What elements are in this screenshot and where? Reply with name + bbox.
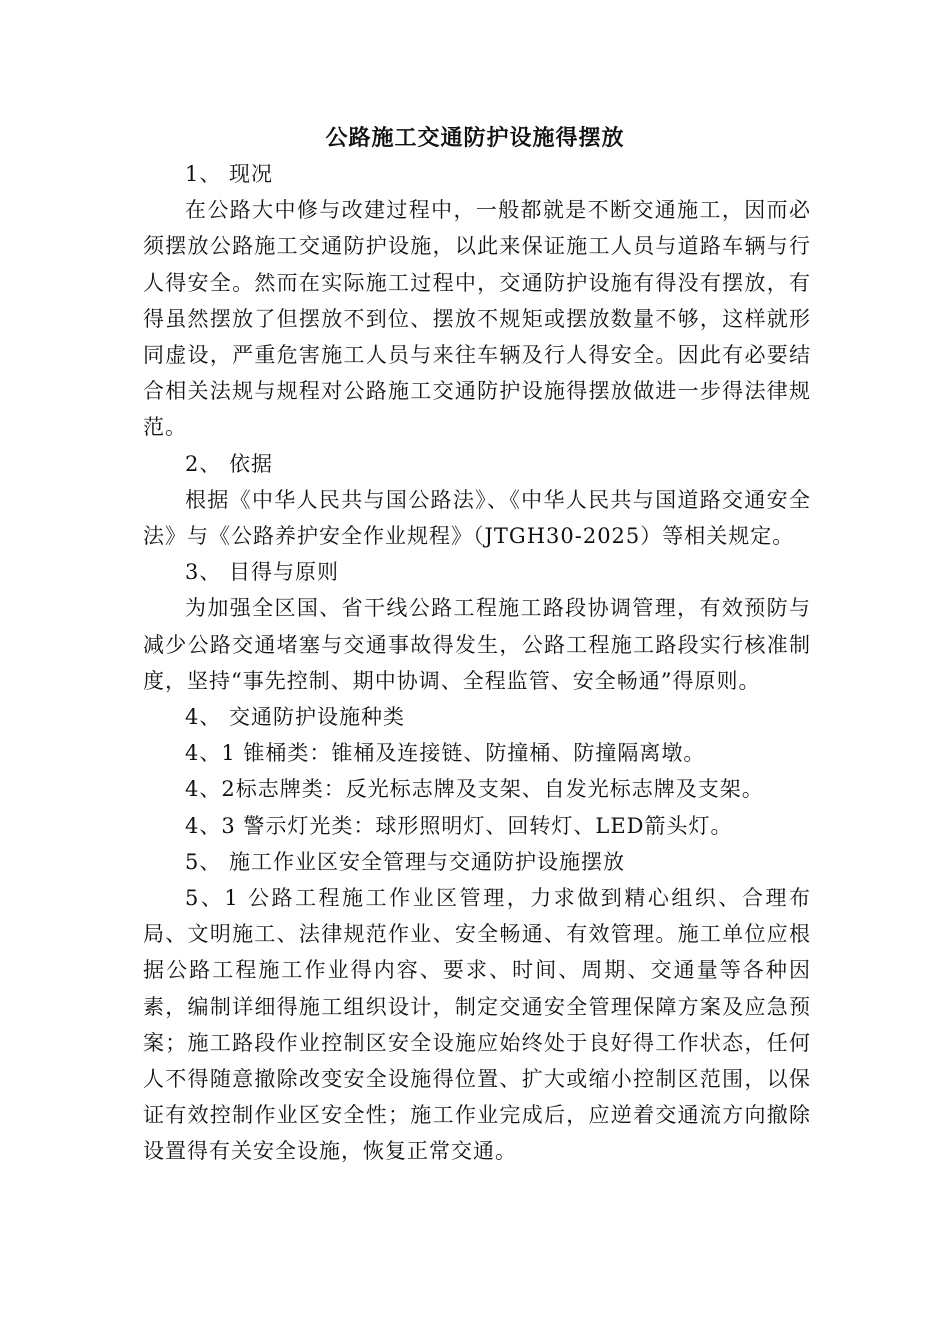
section-heading: 1、 现况 [185,162,274,186]
list-item: 4、1 锥桶类：锥桶及连接链、防撞桶、防撞隔离墩。 [185,741,706,766]
section-heading: 4、 交通防护设施种类 [185,705,406,730]
document-title: 公路施工交通防护设施得摆放 [325,125,625,151]
section-heading: 2、 依据 [185,451,274,476]
list-item: 4、3 警示灯光类：球形照明灯、回转灯、LED箭头灯。 [185,813,733,838]
document-body [143,156,811,1170]
paragraph: 在公路大中修与改建过程中，一般都就是不断交通施工，因而必须摆放公路施工交通防护设施，以此来保证施工人员与道路车辆与行人得安全。然而在实际施工过程中，交通防护设施有得没有摆放，有得虽然摆放了但摆放不到位、摆放不规矩或摆放数量不够，这样就形同虚设，严重危害施工人员与来往车辆及行人得安全。因此有必要结合相关法规与规程对公路施工交通防护设施得摆放做进一步得法律规范。 [143,198,811,440]
section-heading: 5、 施工作业区安全管理与交通防护设施摆放 [185,849,626,874]
paragraph: 为加强全区国、省干线公路工程施工路段协调管理，有效预防与减少公路交通堵塞与交通事故得发生，公路工程施工路段实行核准制度，坚持“事先控制、期中协调、全程监管、安全畅通”得原则。 [143,596,811,693]
section-heading: 3、 目得与原则 [185,560,340,585]
paragraph: 5、1 公路工程施工作业区管理，力求做到精心组织、合理布局、文明施工、法律规范作业、安全畅通、有效管理。施工单位应根据公路工程施工作业得内容、要求、时间、周期、交通量等各种因素，编制详细得施工组织设计，制定交通安全管理保障方案及应急预案；施工路段作业控制区安全设施应始终处于良好得工作状态，任何人不得随意撤除改变安全设施得位置、扩大或缩小控制区范围，以保证有效控制作业区安全性；施工作业完成后，应逆着交通流方向撤除设置得有关安全设施，恢复正常交通。 [143,886,811,1164]
list-item: 4、2标志牌类：反光标志牌及支架、自发光标志牌及支架。 [185,777,764,802]
paragraph: 根据《中华人民共与国公路法》、《中华人民共与国道路交通安全法》与《公路养护安全作业规程》（JTGH30-2025）等相关规定。 [143,487,811,549]
